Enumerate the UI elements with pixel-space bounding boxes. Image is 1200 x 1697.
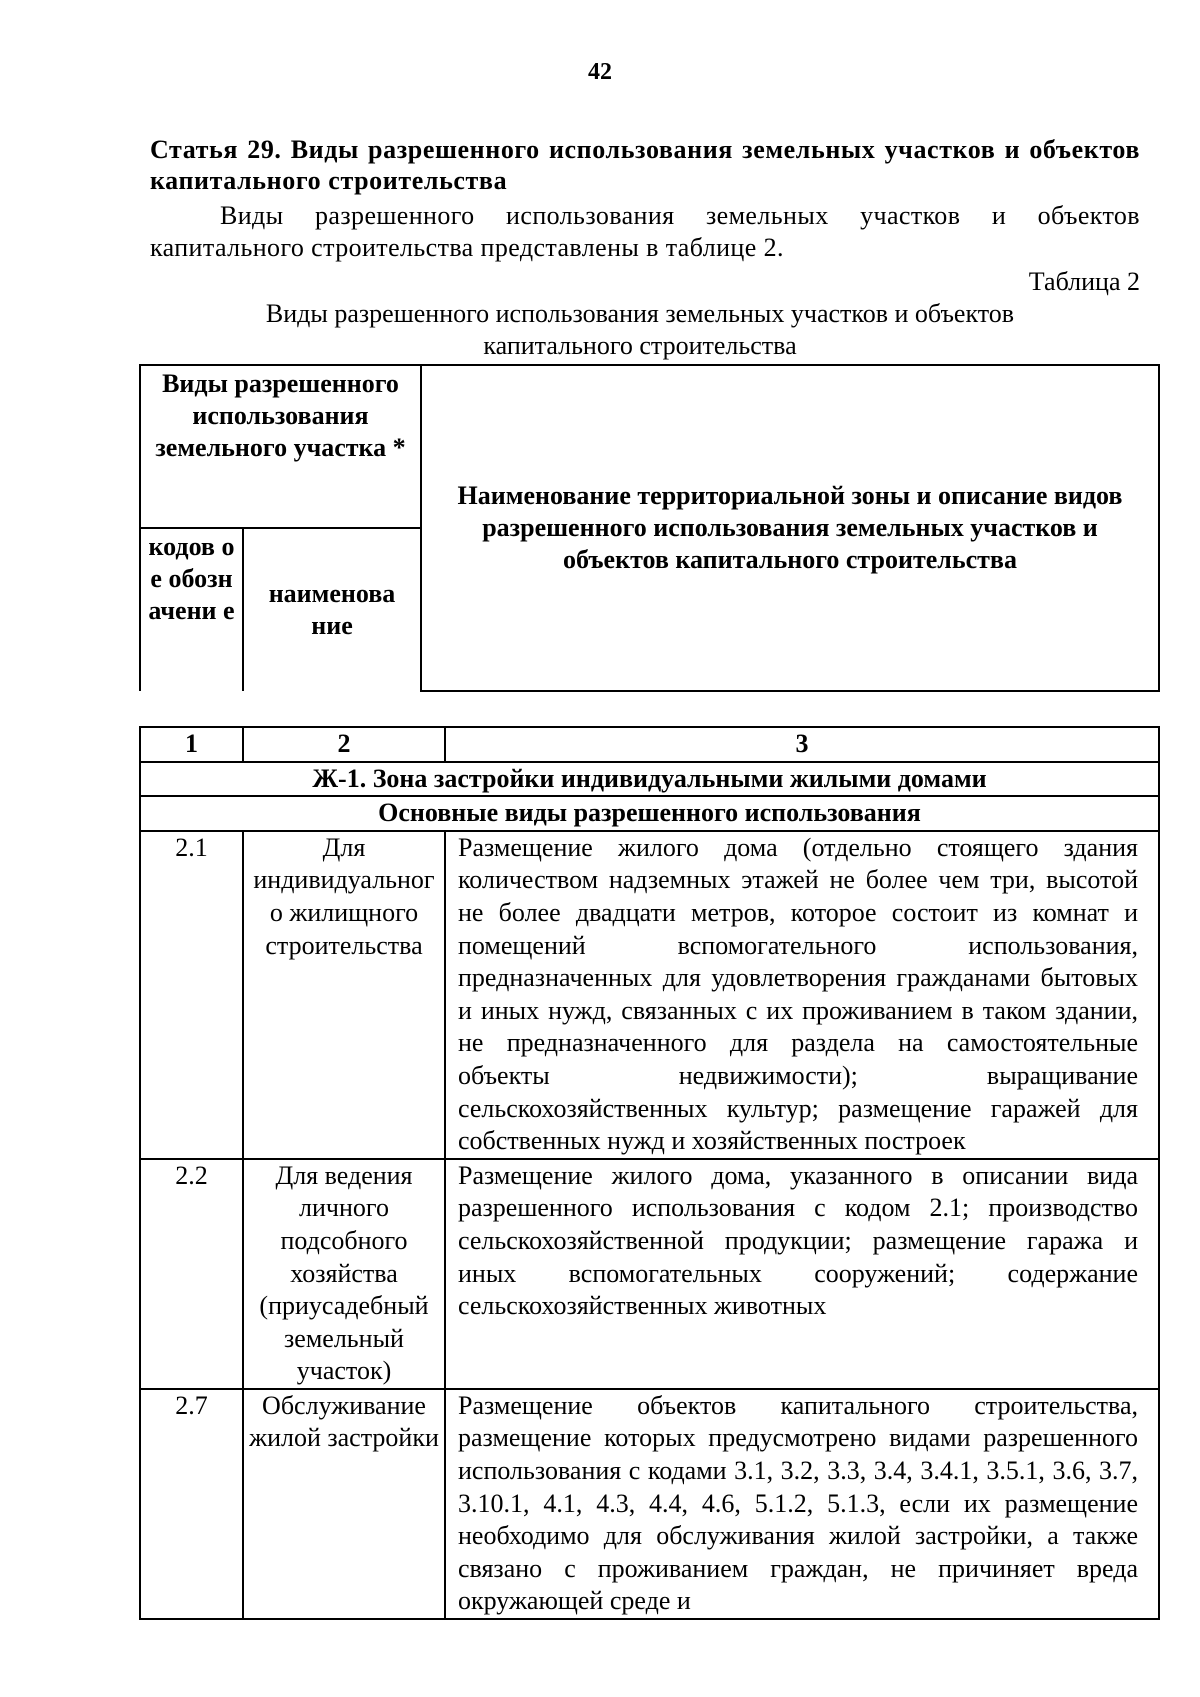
use-code: 2.7: [140, 1389, 243, 1619]
use-code: 2.2: [140, 1159, 243, 1389]
table-row: [140, 1159, 1159, 1389]
use-code: 2.1: [140, 831, 243, 1159]
header-description-column: Наименование территориальной зоны и описание видов разрешенного использования земельных участков и объектов капитального строительства: [421, 365, 1159, 691]
intro-paragraph: Виды разрешенного использования земельных участков и объектов капитального строительства представлены в таблице 2.: [150, 201, 1140, 262]
column-number: 3: [445, 727, 1159, 762]
column-number: 2: [243, 727, 445, 762]
use-name: Для ведения личного подсобного хозяйства (приусадебный земельный участок): [243, 1159, 445, 1389]
table-row: [140, 831, 1159, 1159]
use-description: Размещение жилого дома, указанного в описании вида разрешенного использования с кодом 2.1; производство сельскохозяйственной продукции; размещение гаража и иных вспомогательных сооружений; содержание сельскохозяйственных животных: [445, 1159, 1159, 1389]
header-group-title: Виды разрешенного использования земельного участка *: [140, 365, 421, 528]
table-title: Виды разрешенного использования земельных участков и объектов капитального строительства: [265, 299, 1015, 360]
article-heading: Статья 29. Виды разрешенного использования земельных участков и объектов капитального строительства: [150, 135, 1140, 195]
permitted-uses-table: [139, 726, 1160, 1620]
zone-title: Ж-1. Зона застройки индивидуальными жилыми домами: [140, 762, 1159, 797]
use-description: Размещение жилого дома (отдельно стоящего здания количеством надземных этажей не более чем три, высотой не более двадцати метров, которое состоит из комнат и помещений вспомогательного использования, предназначенных для удовлетворения гражданами бытовых и иных нужд, связанных с их проживанием в таком здании, не предназначенного для раздела на самостоятельные объекты недвижимости); выращивание сельскохозяйственных культур; размещение гаражей для собственных нужд и хозяйственных построек: [445, 831, 1159, 1159]
use-name: Обслуживание жилой застройки: [243, 1389, 445, 1619]
page-number: 42: [588, 59, 612, 85]
table-header: [139, 364, 1160, 692]
use-name: Для индивидуальног о жилищного строительства: [243, 831, 445, 1159]
column-number: 1: [140, 727, 243, 762]
header-name-column: наименова ние: [243, 528, 421, 691]
table-label: Таблица 2: [1028, 267, 1140, 296]
use-description: Размещение объектов капитального строительства, размещение которых предусмотрено видами разрешенного использования с кодами 3.1, 3.2, 3.3, 3.4, 3.4.1, 3.5.1, 3.6, 3.7, 3.10.1, 4.1, 4.3, 4.4, 4.6, 5.1.2, 5.1.3, если их размещение необходимо для обслуживания жилой застройки, а также связано с проживанием граждан, не причиняет вреда окружающей среде и: [445, 1389, 1159, 1619]
table-row: [140, 1389, 1159, 1619]
section-title: Основные виды разрешенного использования: [140, 796, 1159, 831]
header-code-column: кодов ое обозн ачени е: [140, 528, 243, 691]
